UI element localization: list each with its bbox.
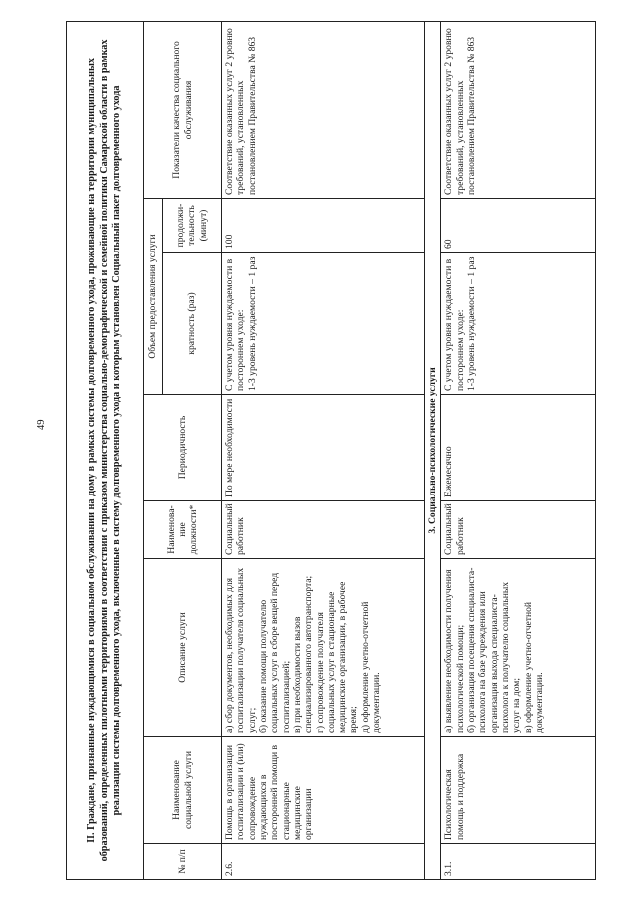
- row-periodicity: По мере необходимости: [222, 395, 425, 501]
- section-title: 3. Социально-психологические услуги: [425, 21, 441, 879]
- col-header-duration: продолжи-тельность (минут): [163, 199, 222, 253]
- services-table: [66, 21, 596, 880]
- row-frequency: С учетом уровня нуждаемости в постороннем уходе: 1-3 уровень нуждаемости – 1 раз: [222, 253, 425, 395]
- col-header-num: № п/п: [144, 844, 222, 880]
- row-duration: 60: [441, 199, 596, 253]
- table-title-row: [67, 21, 144, 879]
- row-num: 3.1.: [441, 844, 596, 880]
- row-service-name: Помощь в организации госпитализации и (или) сопровождение нуждающихся в посторонней помощи в стационарные медицинские организации: [222, 737, 425, 844]
- table-row: [441, 21, 596, 879]
- row-quality: Соответствие оказанных услуг 2 уровню требований, установленных постановлением Правительства № 863: [222, 21, 425, 198]
- row-quality: Соответствие оказанных услуг 2 уровню требований, установленных постановлением Правительства № 863: [441, 21, 596, 198]
- col-header-periodicity: Периодичность: [144, 395, 222, 501]
- table-row: [222, 21, 425, 879]
- table-title: II. Граждане, признанные нуждающимися в социальном обслуживании на дому в рамках системы долговременного ухода, проживающие на территории муниципальных образований, определенных пилотными территориями в соответствии с приказом министерства социально-демографической и семейной политики Самарской области в рамках реализации системы долговременного ухода, включенные в систему долговременного ухода и которым установлен Социальный пакет долговременного ухода: [67, 21, 144, 879]
- row-duration: 100: [222, 199, 425, 253]
- col-header-quality: Показатели качества социального обслуживания: [144, 21, 222, 198]
- row-service-name: Психологическая помощь и поддержка: [441, 737, 596, 844]
- row-periodicity: Ежемесячно: [441, 395, 596, 501]
- header-row-1: [144, 21, 163, 879]
- section-header-row: [425, 21, 441, 879]
- col-header-name: Наименование социальной услуги: [144, 737, 222, 844]
- row-description: а) выявление необходимости получения психологической помощи; б) организация посещения специалиста-психолога на базе учреждения или организация выхода специалиста-психолога к получателю социальных услуг на дом; в) оформление учетно-отчетной документации.: [441, 559, 596, 737]
- row-num: 2.6.: [222, 844, 425, 880]
- col-header-volume: Объем предоставления услуги: [144, 199, 163, 395]
- rotated-page-content: [66, 22, 622, 880]
- col-header-description: Описание услуги: [144, 559, 222, 737]
- col-header-frequency: кратность (раз): [163, 253, 222, 395]
- page-number: 49: [36, 419, 47, 430]
- row-position: Социальный работник: [222, 501, 425, 559]
- row-description: а) сбор документов, необходимых для госпитализации получателя социальных услуг; б) оказание помощи получателю социальных услуг в сборе вещей перед госпитализацией; в) при необходимости вызов специализированного автотранспорта; г) сопровождение получателя социальных услуг в стационарные медицинские организации, в рабочее время; д) оформление учетно-отчетной документации.: [222, 559, 425, 737]
- row-frequency: С учетом уровня нуждаемости в постороннем уходе: 1-3 уровень нуждаемости – 1 раз: [441, 253, 596, 395]
- col-header-position: Наименова-ние должности*: [144, 501, 222, 559]
- row-position: Социальный работник: [441, 501, 596, 559]
